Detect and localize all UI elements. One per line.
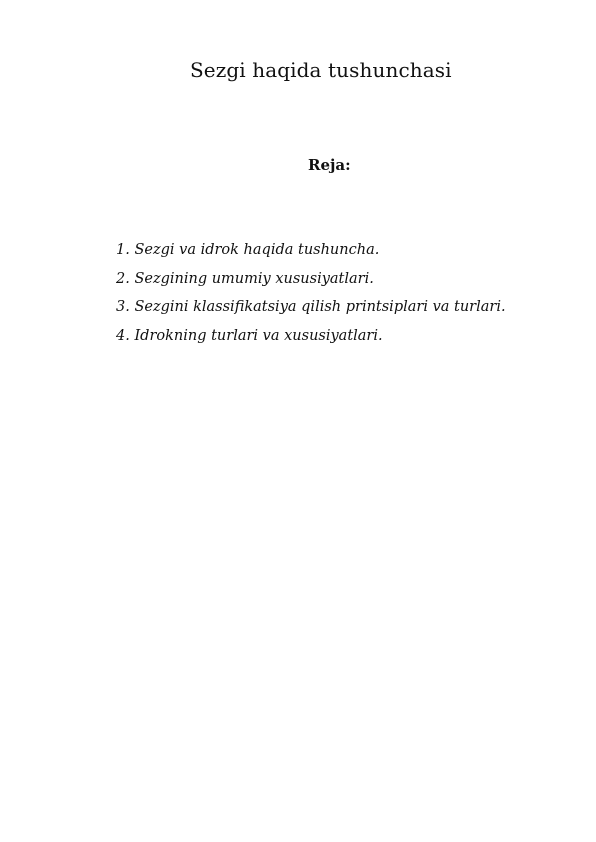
plan-item-1: 1. Sezgi va idrok haqida tushuncha. <box>116 242 380 258</box>
plan-list <box>116 236 506 350</box>
plan-item-2: 2. Sezgining umumiy xususiyatlari. <box>116 270 374 287</box>
plan-heading: Reja: <box>308 156 351 174</box>
plan-item-3: 3. Sezgini klassifikatsiya qilish printsiplari va turlari. <box>116 299 506 316</box>
plan-item-4: 4. Idrokning turlari va xususiyatlari. <box>116 327 383 344</box>
page-title: Sezgi haqida tushunchasi <box>190 58 452 82</box>
title-container <box>0 58 596 82</box>
